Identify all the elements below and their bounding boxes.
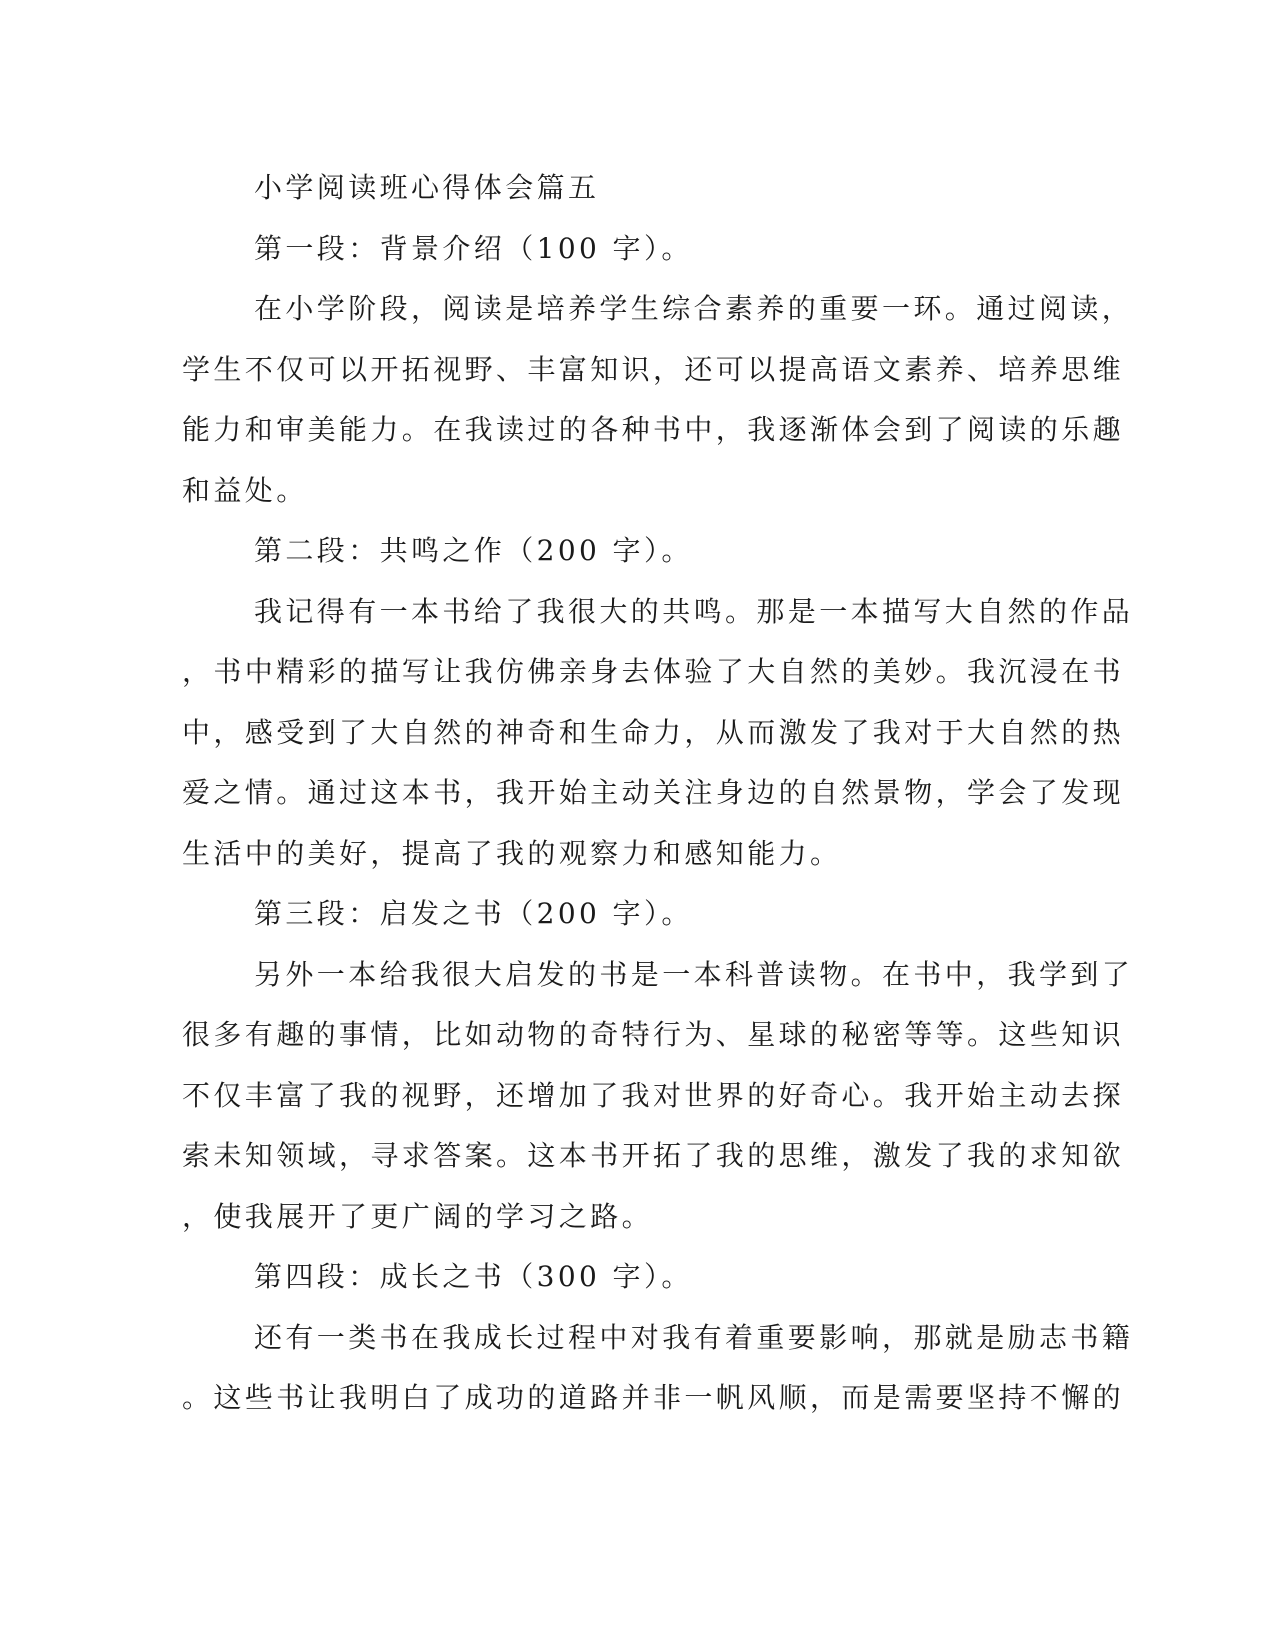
document-title: 小学阅读班心得体会篇五 — [254, 171, 600, 204]
paragraph-line: 和益处。 — [182, 473, 308, 507]
paragraph-line: 索未知领域，寻求答案。这本书开拓了我的思维，激发了我的求知欲 — [182, 1139, 1125, 1172]
paragraph-line: 生活中的美好，提高了我的观察力和感知能力。 — [182, 836, 842, 870]
paragraph-line: 还有一类书在我成长过程中对我有着重要影响，那就是励志书籍 — [254, 1320, 1134, 1354]
paragraph-line: 爱之情。通过这本书，我开始主动关注身边的自然景物，学会了发现 — [182, 776, 1125, 809]
paragraph-line: 在小学阶段，阅读是培养学生综合素养的重要一环。通过阅读， — [254, 292, 1134, 325]
paragraph-line: ，使我展开了更广阔的学习之路。 — [182, 1199, 654, 1233]
section-heading: 第三段：启发之书（200 字）。 — [254, 897, 693, 930]
section-heading: 第一段：背景介绍（100 字）。 — [254, 231, 693, 265]
paragraph-line: 学生不仅可以开拓视野、丰富知识，还可以提高语文素养、培养思维 — [182, 352, 1125, 386]
paragraph-line: 另外一本给我很大启发的书是一本科普读物。在书中，我学到了 — [254, 957, 1134, 991]
paragraph-line: 中，感受到了大自然的神奇和生命力，从而激发了我对于大自然的热 — [182, 715, 1125, 749]
paragraph-line: 我记得有一本书给了我很大的共鸣。那是一本描写大自然的作品 — [254, 594, 1134, 628]
section-heading: 第四段：成长之书（300 字）。 — [254, 1260, 693, 1293]
section-heading: 第二段：共鸣之作（200 字）。 — [254, 534, 693, 567]
paragraph-line: 能力和审美能力。在我读过的各种书中，我逐渐体会到了阅读的乐趣 — [182, 413, 1125, 446]
document-body — [182, 158, 1134, 1429]
paragraph-line: 很多有趣的事情，比如动物的奇特行为、星球的秘密等等。这些知识 — [182, 1018, 1125, 1051]
paragraph-line: 不仅丰富了我的视野，还增加了我对世界的好奇心。我开始主动去探 — [182, 1078, 1125, 1112]
paragraph-line: 。这些书让我明白了成功的道路并非一帆风顺，而是需要坚持不懈的 — [182, 1381, 1125, 1414]
paragraph-line: ，书中精彩的描写让我仿佛亲身去体验了大自然的美妙。我沉浸在书 — [182, 655, 1125, 688]
